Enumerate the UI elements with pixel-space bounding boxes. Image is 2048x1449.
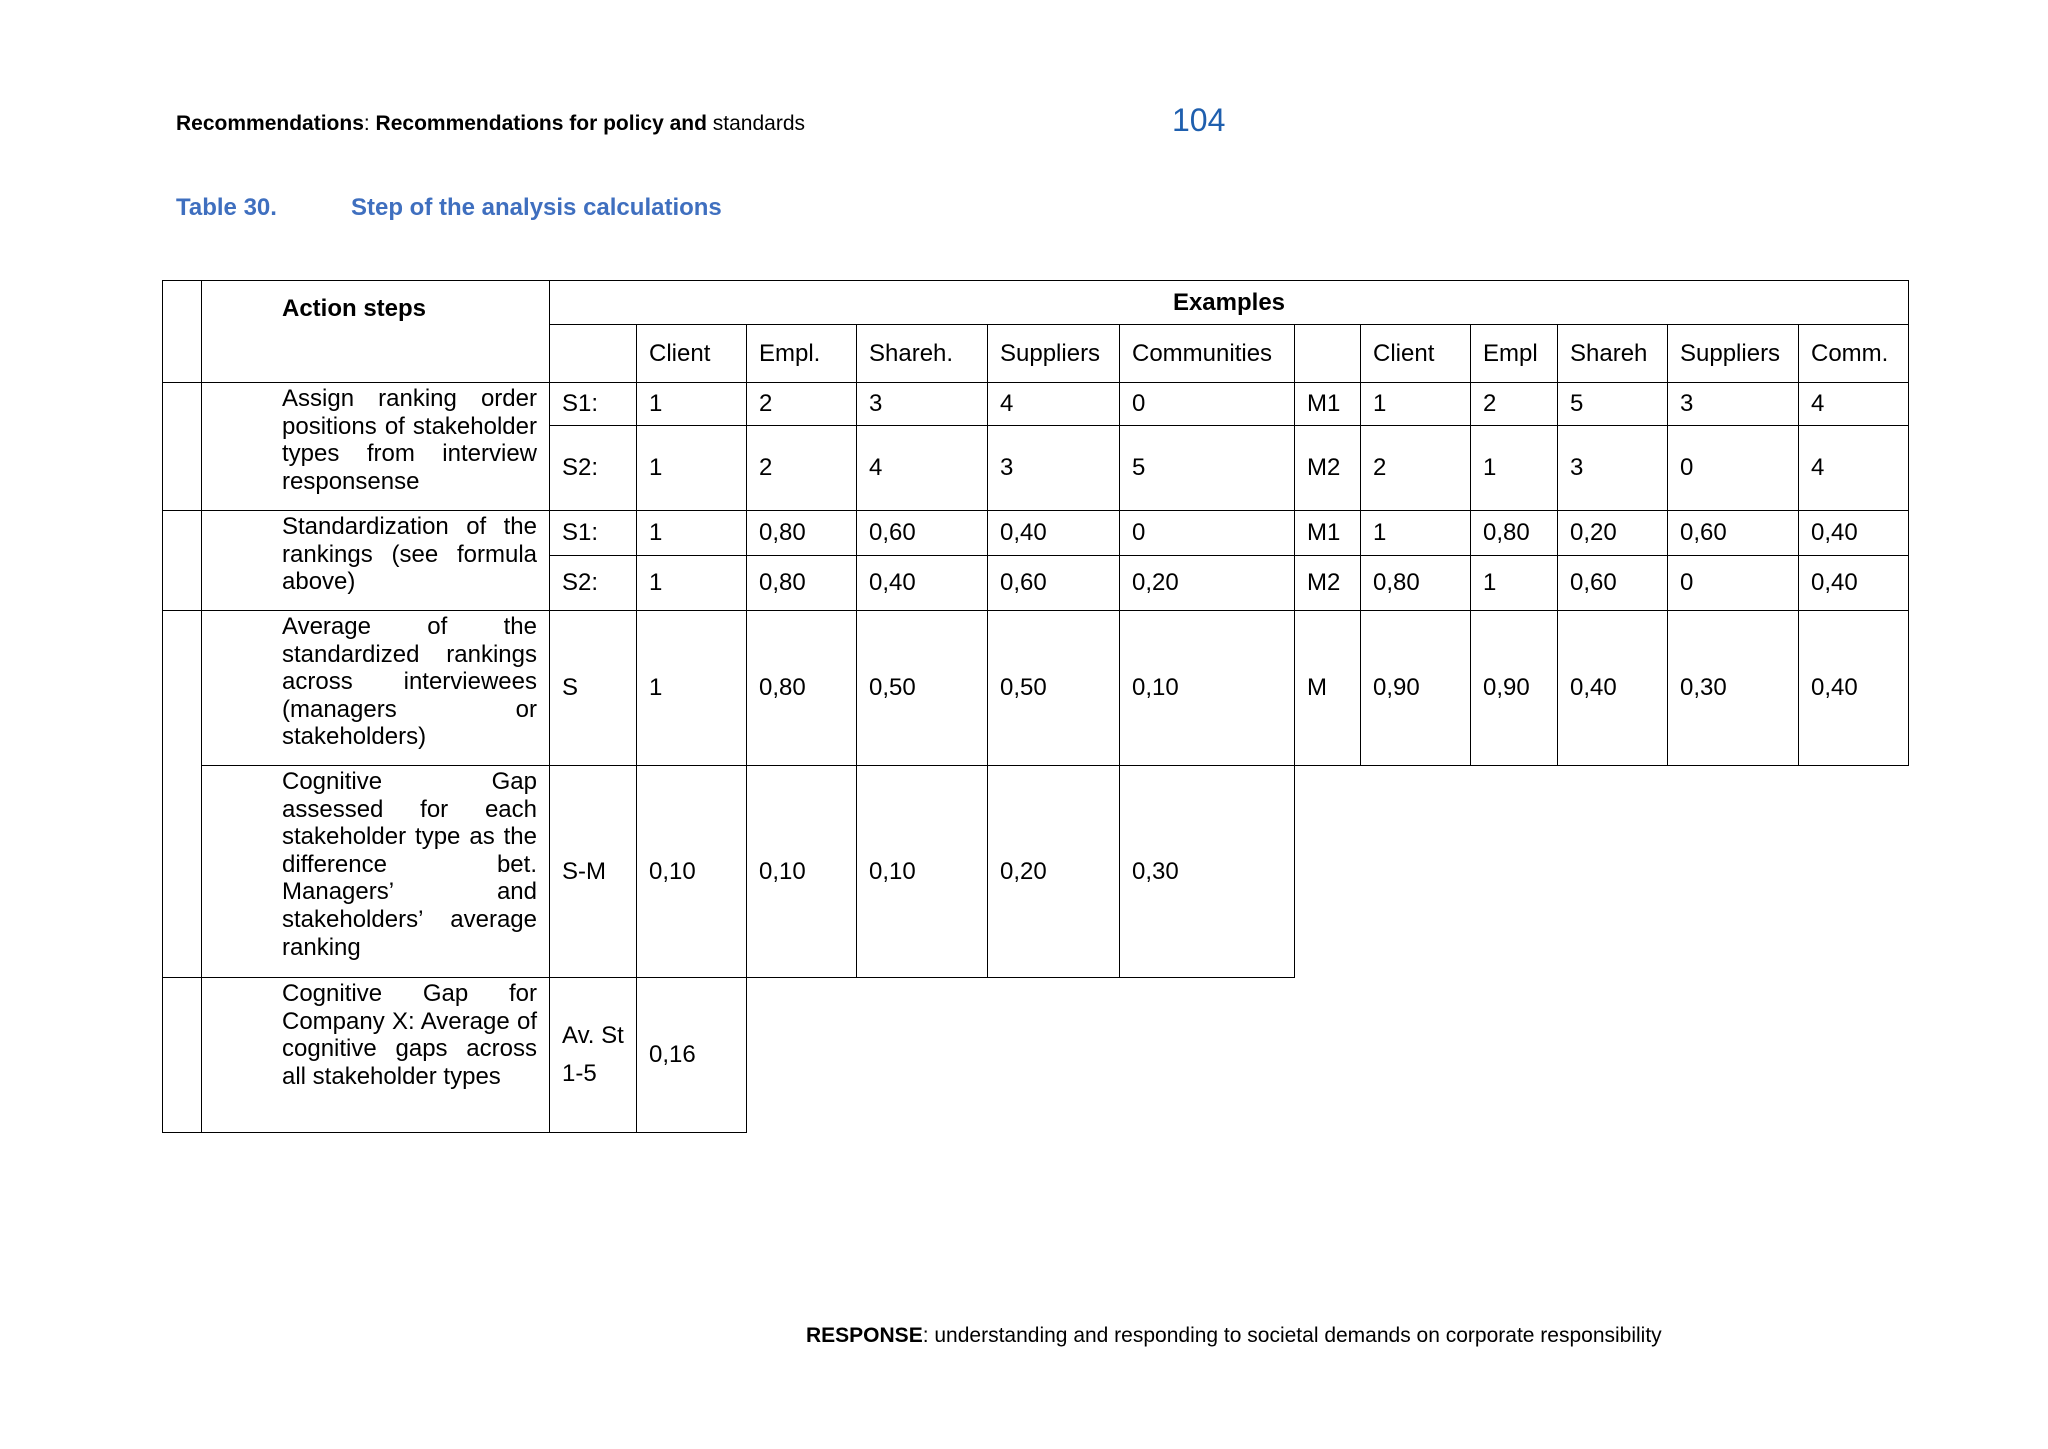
table-cell: 0,50	[988, 611, 1120, 766]
row-label: M1	[1295, 511, 1361, 556]
column-header: Empl	[1471, 325, 1558, 383]
margin-cell	[163, 511, 202, 611]
table-cell: 0,40	[1799, 611, 1909, 766]
table-cell: 1	[637, 426, 747, 511]
table-cell: 0	[1120, 383, 1295, 426]
margin-cell	[163, 611, 202, 978]
table-cell: 1	[1471, 556, 1558, 611]
row-label: M2	[1295, 556, 1361, 611]
table-cell: 3	[1558, 426, 1668, 511]
table-cell: 0,60	[1558, 556, 1668, 611]
table-cell: 2	[1361, 426, 1471, 511]
m-label-column-header	[1295, 325, 1361, 383]
table-cell: 0,20	[988, 766, 1120, 978]
running-header	[176, 112, 805, 136]
table-row	[163, 766, 1909, 978]
table-row	[163, 611, 1909, 766]
table-cell: 0	[1668, 556, 1799, 611]
table-cell: 0,40	[857, 556, 988, 611]
table-cell: 0	[1120, 511, 1295, 556]
table-cell: 0,16	[637, 978, 747, 1133]
action-step-assign: Assign ranking order positions of stakeholder types from interview responsense	[202, 383, 550, 511]
table-cell: 3	[988, 426, 1120, 511]
action-step-standardization: Standardization of the rankings (see formula above)	[202, 511, 550, 611]
table-cell: 0,80	[747, 611, 857, 766]
column-header: Suppliers	[988, 325, 1120, 383]
table-cell: 1	[637, 511, 747, 556]
page-footer	[806, 1324, 1662, 1348]
analysis-table	[162, 280, 1909, 1133]
column-header: Client	[637, 325, 747, 383]
table-cell: 0,40	[988, 511, 1120, 556]
empty-region	[747, 978, 1909, 1133]
header-separator: :	[363, 112, 376, 135]
row-label: S1:	[550, 511, 637, 556]
table-cell: 0,30	[1120, 766, 1295, 978]
table-cell: 2	[1471, 383, 1558, 426]
table-cell: 2	[747, 383, 857, 426]
table-cell: 0,10	[637, 766, 747, 978]
page-number: 104	[1172, 102, 1226, 138]
table-cell: 1	[637, 383, 747, 426]
range-label: 1-5	[562, 1060, 597, 1087]
table-title: Step of the analysis calculations	[351, 194, 722, 221]
table-cell: 4	[1799, 383, 1909, 426]
header-rest: standards	[706, 112, 805, 135]
table-cell: 0,90	[1361, 611, 1471, 766]
table-cell: 0,80	[1471, 511, 1558, 556]
row-label: S1:	[550, 383, 637, 426]
table-cell: 0,40	[1799, 556, 1909, 611]
column-header: Client	[1361, 325, 1471, 383]
table-cell: 0,20	[1558, 511, 1668, 556]
table-cell: 3	[1668, 383, 1799, 426]
margin-cell	[163, 281, 202, 383]
table-cell: 0,10	[1120, 611, 1295, 766]
table-cell: 0,40	[1799, 511, 1909, 556]
header-bold-topic: Recommendations for policy and	[375, 112, 707, 135]
table-cell: 1	[637, 556, 747, 611]
table-cell: 0,10	[857, 766, 988, 978]
row-label: S-M	[550, 766, 637, 978]
table-number: Table 30.	[176, 194, 277, 221]
action-step-average: Average of the standardized rankings across interviewees (managers or stakeholders)	[202, 611, 550, 766]
row-label: S2:	[550, 426, 637, 511]
action-steps-header: Action steps	[202, 281, 550, 383]
table-cell: 4	[857, 426, 988, 511]
table-cell: 0,30	[1668, 611, 1799, 766]
table-row	[163, 383, 1909, 426]
table-cell: 0,60	[857, 511, 988, 556]
s-label-column-header	[550, 325, 637, 383]
column-header: Comm.	[1799, 325, 1909, 383]
row-label: S	[550, 611, 637, 766]
examples-header: Examples	[550, 281, 1909, 325]
margin-cell	[163, 978, 202, 1133]
table-cell: 0,80	[747, 556, 857, 611]
margin-cell	[163, 383, 202, 511]
table-cell: 0,80	[747, 511, 857, 556]
empty-region	[1295, 766, 1909, 978]
footer-rest: : understanding and responding to societal demands on corporate responsibility	[922, 1324, 1662, 1347]
table-cell: 5	[1120, 426, 1295, 511]
column-header: Empl.	[747, 325, 857, 383]
table-cell: 1	[1471, 426, 1558, 511]
table-row	[163, 511, 1909, 556]
header-row	[163, 281, 1909, 325]
table-cell: 0,60	[988, 556, 1120, 611]
table-cell: 3	[857, 383, 988, 426]
table-cell: 2	[747, 426, 857, 511]
table-cell: 5	[1558, 383, 1668, 426]
action-step-gap: Cognitive Gap assessed for each stakeholder type as the difference bet. Managers’ and stakeholders’ average ranking	[202, 766, 550, 978]
table-cell: 0,20	[1120, 556, 1295, 611]
table-cell: 1	[1361, 383, 1471, 426]
column-header: Shareh	[1558, 325, 1668, 383]
table-cell: 0,90	[1471, 611, 1558, 766]
av-st-label: Av. St	[562, 1022, 624, 1050]
column-header: Shareh.	[857, 325, 988, 383]
table-cell: 0,50	[857, 611, 988, 766]
row-label-av-st	[550, 978, 637, 1133]
table-cell: 0,60	[1668, 511, 1799, 556]
table-caption	[176, 194, 722, 222]
table-cell: 4	[1799, 426, 1909, 511]
table-cell: 1	[637, 611, 747, 766]
row-label: S2:	[550, 556, 637, 611]
row-label: M	[1295, 611, 1361, 766]
column-header: Suppliers	[1668, 325, 1799, 383]
table-cell: 4	[988, 383, 1120, 426]
table-cell: 0,80	[1361, 556, 1471, 611]
table-cell: 0	[1668, 426, 1799, 511]
table-cell: 1	[1361, 511, 1471, 556]
row-label: M1	[1295, 383, 1361, 426]
header-bold-section: Recommendations	[176, 112, 364, 135]
row-label: M2	[1295, 426, 1361, 511]
table-cell: 0,40	[1558, 611, 1668, 766]
table-row	[163, 978, 1909, 1133]
action-step-company: Cognitive Gap for Company X: Average of cognitive gaps across all stakeholder types	[202, 978, 550, 1133]
table-cell: 0,10	[747, 766, 857, 978]
footer-bold: RESPONSE	[806, 1324, 923, 1347]
column-header: Communities	[1120, 325, 1295, 383]
